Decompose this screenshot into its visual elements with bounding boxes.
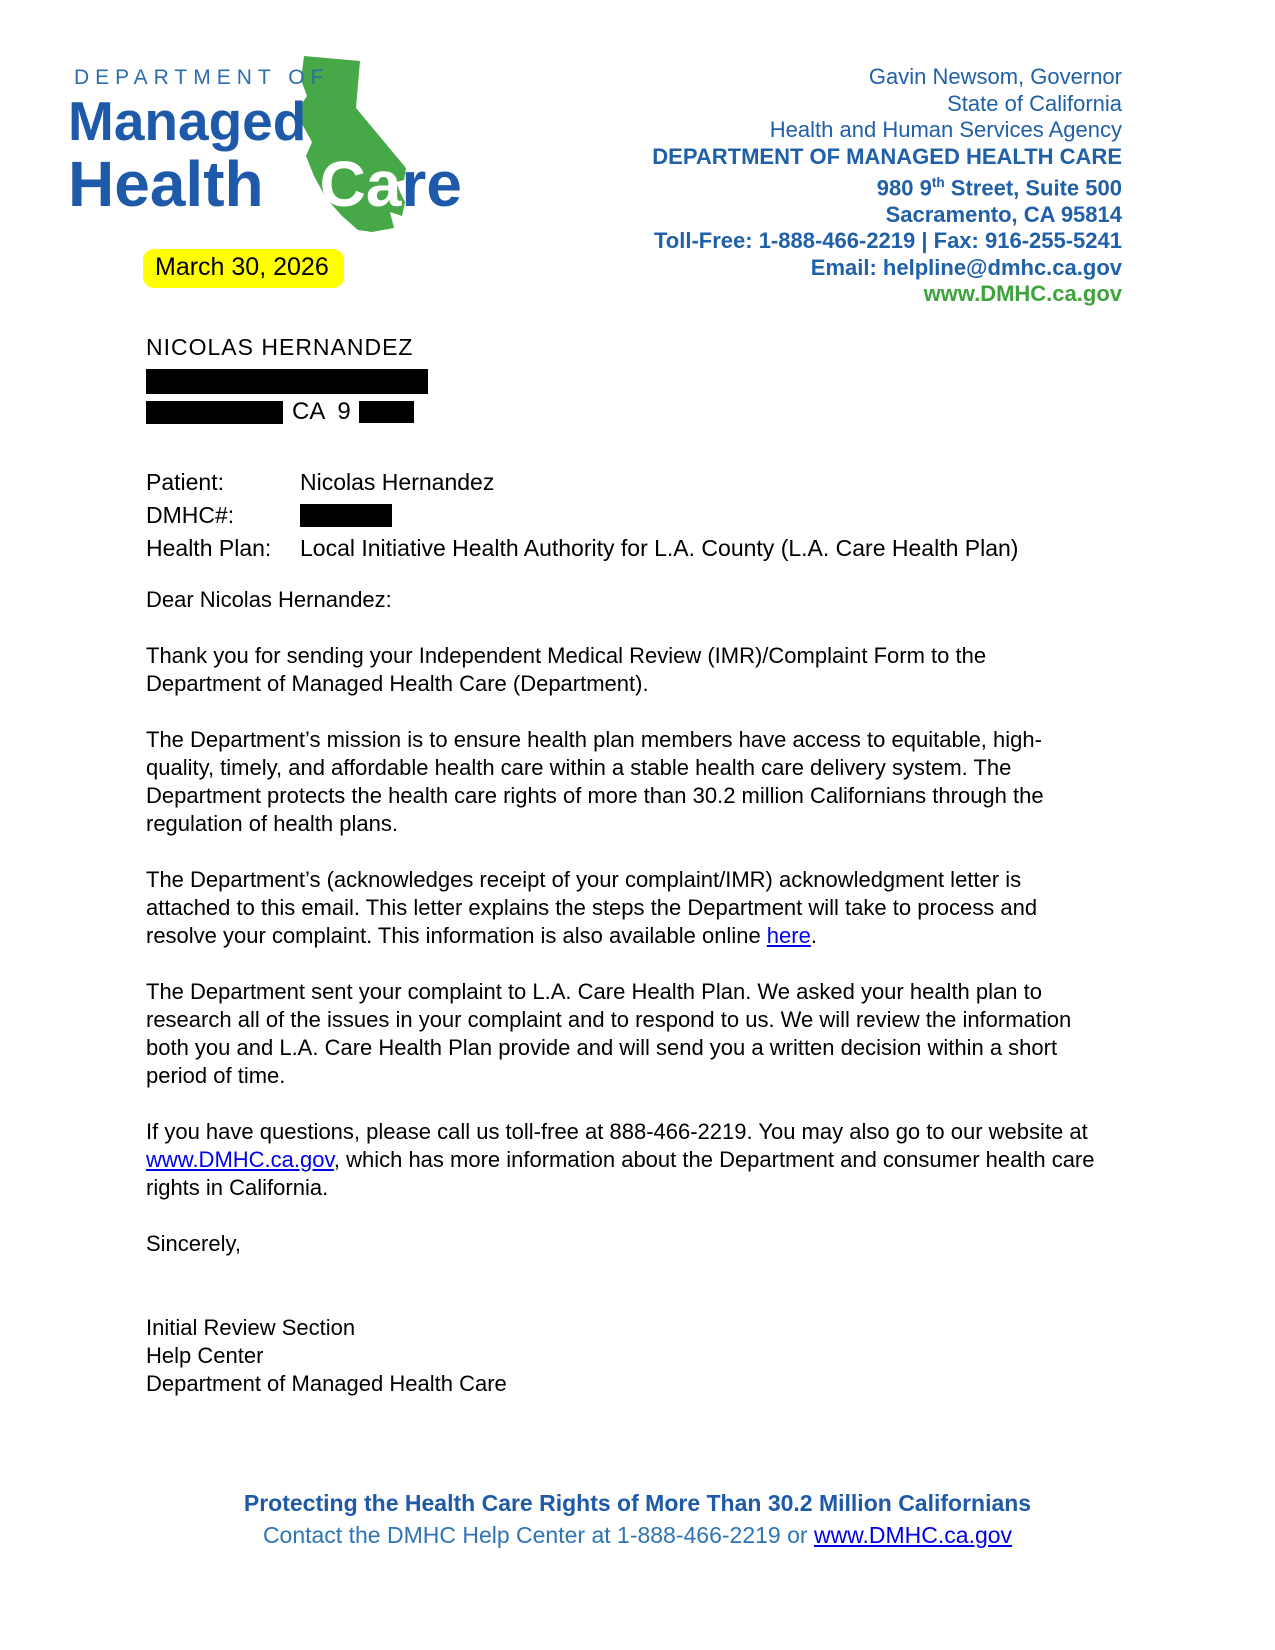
logo-managed-word: Managed (68, 90, 307, 152)
department-name-line: DEPARTMENT OF MANAGED HEALTH CARE (652, 143, 1122, 169)
signature-line-department: Department of Managed Health Care (146, 1371, 507, 1396)
paragraph-questions (146, 1118, 1098, 1202)
signature-block (146, 1314, 1098, 1398)
agency-line: Health and Human Services Agency (769, 117, 1122, 142)
redaction-bar-street (146, 369, 428, 394)
letterhead-website-line: www.DMHC.ca.gov (923, 281, 1122, 307)
paragraph-acknowledgment (146, 866, 1098, 950)
redaction-bar-dmhc-number (300, 504, 392, 527)
dmhc-number-label: DMHC#: (146, 502, 235, 528)
case-info-block (146, 466, 1018, 565)
footer-website-link[interactable]: www.DMHC.ca.gov (813, 1522, 1013, 1548)
logo-care-knockout: Ca (319, 148, 402, 220)
here-link[interactable]: here (766, 923, 811, 948)
recipient-name: NICOLAS HERNANDEZ (146, 334, 414, 360)
logo-department-of: DEPARTMENT OF (74, 66, 330, 89)
paragraph-mission: The Department’s mission is to ensure health plan members have access to equitable, high-quality, timely, and affordable health care within a stable health care delivery system. The Department protects the health care rights of more than 30.2 million Californians through the regulation of health plans. (146, 727, 1044, 836)
page-footer (0, 1490, 1275, 1549)
redaction-bar-zip (359, 401, 414, 423)
closing: Sincerely, (146, 1231, 241, 1256)
logo-health-word: Health (68, 148, 264, 220)
logo-care-rest: re (401, 148, 462, 220)
recipient-address-block (146, 334, 428, 426)
paragraph-thank-you: Thank you for sending your Independent Medical Review (IMR)/Complaint Form to the Department of Managed Health Care (Department). (146, 643, 987, 696)
patient-row (146, 466, 1018, 499)
street-ordinal-suffix: th (931, 175, 945, 190)
footer-contact-line (0, 1522, 1275, 1549)
city-state-zip-line: Sacramento, CA 95814 (885, 201, 1122, 227)
body-website-link[interactable]: www.DMHC.ca.gov (146, 1147, 334, 1172)
health-plan-label: Health Plan: (146, 535, 272, 561)
patient-label: Patient: (146, 469, 224, 495)
signature-line-section: Initial Review Section (146, 1315, 356, 1340)
salutation: Dear Nicolas Hernandez: (146, 587, 392, 612)
health-plan-row (146, 532, 1018, 565)
governor-line: Gavin Newsom, Governor (868, 64, 1122, 89)
state-line: State of California (947, 90, 1122, 116)
letterhead-contact-block (652, 64, 1122, 308)
email-line: Email: helpline@dmhc.ca.gov (810, 254, 1122, 280)
street-address-line (652, 170, 1122, 202)
health-plan-value: Local Initiative Health Authority for L.A. County (L.A. Care Health Plan) (300, 535, 1019, 561)
letter-date-highlight: March 30, 2026 (143, 249, 344, 288)
street-address-text: 980 9 (876, 175, 932, 201)
paragraph-text: The Department’s (acknowledges receipt of your complaint/IMR) acknowledgment letter is attached to this email. This letter explains the steps the Department will take to process and resolve your complaint. This information is also available online (146, 867, 1038, 948)
footer-tagline: Protecting the Health Care Rights of More Than 30.2 Million Californians (243, 1490, 1032, 1516)
signature-line-help-center: Help Center (146, 1343, 264, 1368)
phone-fax-line: Toll-Free: 1-888-466-2219 | Fax: 916-255-5241 (653, 228, 1122, 254)
redaction-bar-city (146, 401, 283, 424)
recipient-state-zip: CA 9 (292, 398, 351, 425)
patient-value: Nicolas Hernandez (300, 469, 495, 495)
dmhc-number-row (146, 499, 1018, 532)
footer-contact-text: Contact the DMHC Help Center at 1-888-466-2219 or (262, 1522, 814, 1548)
letter-body (146, 586, 1098, 1398)
recipient-city-line (146, 398, 428, 426)
paragraph-text: , which has more information about the Department and consumer health care rights in California. (146, 1147, 1095, 1200)
paragraph-complaint-sent: The Department sent your complaint to L.A. Care Health Plan. We asked your health plan to research all of the issues in your complaint and to respond to us. We will review the information both you and L.A. Care Health Plan provide and will send you a written decision within a short period of time. (146, 979, 1072, 1088)
street-address-rest: Street, Suite 500 (944, 175, 1122, 201)
logo-health-care-word (68, 148, 462, 220)
paragraph-text: . (810, 923, 817, 948)
paragraph-text: If you have questions, please call us toll-free at 888-466-2219. You may also go to our website at (146, 1119, 1088, 1144)
